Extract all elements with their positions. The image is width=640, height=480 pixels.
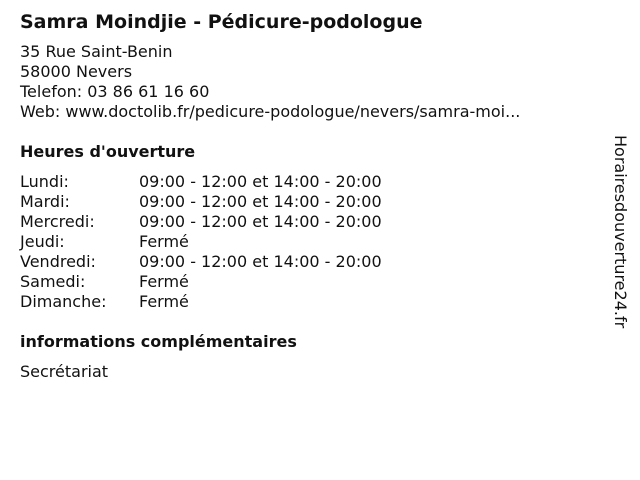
day-label: Dimanche: (20, 292, 107, 311)
hours-row (20, 192, 600, 212)
opening-hours: Fermé (139, 232, 189, 251)
hours-row (20, 292, 600, 312)
street-address: 35 Rue Saint-Benin (20, 42, 173, 61)
day-label: Mardi: (20, 192, 70, 211)
info-text: Secrétariat (20, 362, 109, 381)
day-label: Mercredi: (20, 212, 95, 231)
hours-row (20, 252, 600, 272)
phone-number: Telefon: 03 86 61 16 60 (20, 82, 210, 101)
business-title: Samra Moindjie - Pédicure-podologue (20, 11, 423, 33)
day-label: Jeudi: (20, 232, 65, 251)
day-label: Lundi: (20, 172, 69, 191)
hours-heading: Heures d'ouverture (20, 142, 196, 161)
day-label: Samedi: (20, 272, 86, 291)
site-watermark: Horairesdouverture24.fr (611, 135, 630, 329)
opening-hours: 09:00 - 12:00 et 14:00 - 20:00 (139, 192, 382, 211)
website-link[interactable]: Web: www.doctolib.fr/pedicure-podologue/nevers/samra-moi... (20, 102, 521, 121)
business-card (20, 9, 600, 382)
city-address: 58000 Nevers (20, 62, 133, 81)
info-heading: informations complémentaires (20, 332, 297, 351)
opening-hours: 09:00 - 12:00 et 14:00 - 20:00 (139, 172, 382, 191)
opening-hours: Fermé (139, 272, 189, 291)
opening-hours: Fermé (139, 292, 189, 311)
hours-table (20, 172, 600, 312)
hours-row (20, 212, 600, 232)
address-block (20, 42, 600, 122)
hours-row (20, 172, 600, 192)
day-label: Vendredi: (20, 252, 96, 271)
opening-hours: 09:00 - 12:00 et 14:00 - 20:00 (139, 252, 382, 271)
hours-row (20, 232, 600, 252)
hours-row (20, 272, 600, 292)
opening-hours: 09:00 - 12:00 et 14:00 - 20:00 (139, 212, 382, 231)
